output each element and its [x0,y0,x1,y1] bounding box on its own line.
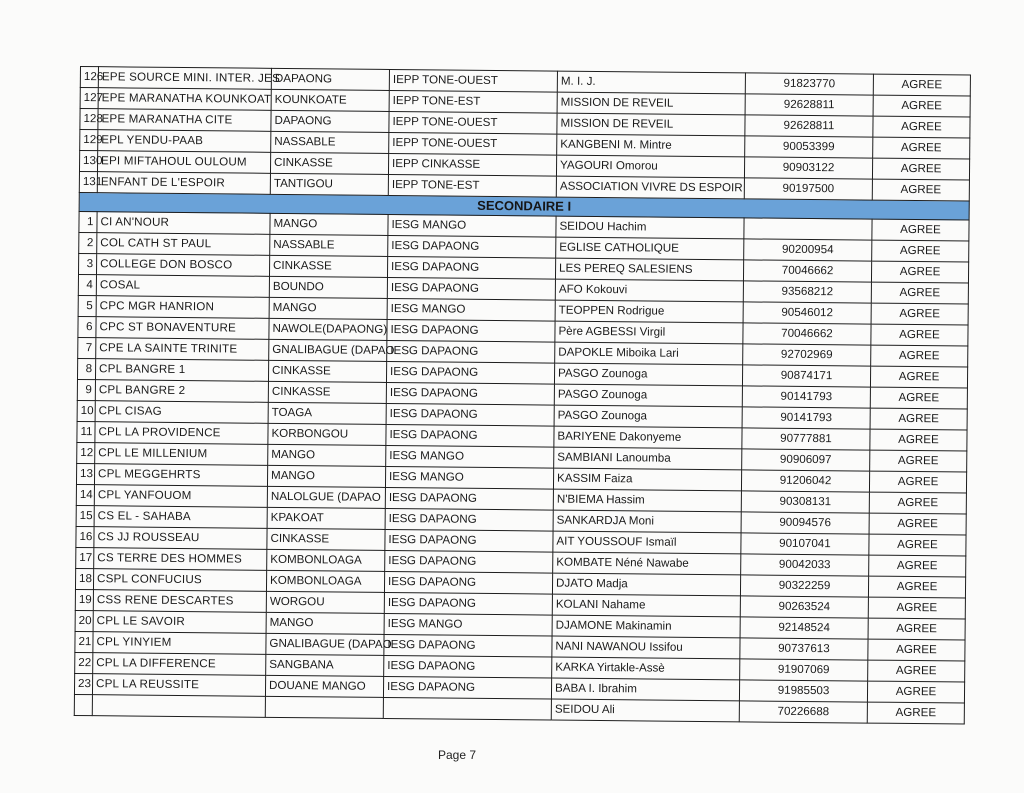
cell-name: CPL LE SAVOIR [93,611,266,634]
cell-promoter: SEIDOU Ali [551,699,739,722]
cell-name: CPL BANGRE 1 [95,359,268,382]
cell-status: AGREE [871,324,968,346]
cell-promoter: NANI NAWANOU Issifou [552,636,740,659]
cell-inspection: IESG MANGO [387,298,555,321]
cell-num: 3 [78,253,96,274]
cell-promoter: KOMBATE Néné Nawabe [553,552,741,575]
cell-locality: NASSABLE [271,131,389,153]
cell-name: CPL LE MILLENIUM [95,443,268,466]
cell-num: 15 [76,505,94,526]
cell-status: AGREE [872,240,969,262]
cell-phone: 90874171 [742,365,870,387]
cell-num: 10 [77,400,95,421]
cell-inspection: IESG DAPAONG [387,256,555,279]
cell-phone: 90263524 [740,596,868,618]
cell-promoter: BARIYENE Dakonyeme [554,426,742,449]
cell-locality: TANTIGOU [270,173,388,195]
cell-status: AGREE [871,282,968,304]
cell-name: CSPL CONFUCIUS [93,569,266,592]
cell-name: CS JJ ROUSSEAU [94,527,267,550]
cell-status: AGREE [868,597,965,619]
cell-inspection: IESG DAPAONG [384,592,552,615]
cell-locality: NASSABLE [270,234,388,256]
page-number: Page 7 [438,748,477,762]
cell-inspection: IESG DAPAONG [386,361,554,384]
cell-inspection: IESG DAPAONG [386,403,554,426]
cell-locality: DAPAONG [271,110,389,132]
cell-name: CPC MGR HANRION [96,296,269,319]
cell-phone [744,218,872,240]
cell-num: 14 [76,484,94,505]
cell-status: AGREE [870,366,967,388]
cell-locality: MANGO [266,612,384,634]
cell-promoter: DAPOKLE Miboika Lari [555,342,743,365]
cell-inspection: IESG DAPAONG [387,277,555,300]
cell-phone: 90777881 [742,428,870,450]
cell-inspection: IESG DAPAONG [386,424,554,447]
cell-name: ENFANT DE L'ESPOIR [97,172,270,195]
cell-inspection: IESG DAPAONG [384,571,552,594]
cell-status: AGREE [873,137,970,159]
cell-promoter: PASGO Zounoga [554,405,742,428]
cell-phone: 90053399 [745,136,873,158]
cell-locality: GNALIBAGUE (DAPAO [266,633,384,655]
cell-inspection: IEPP TONE-EST [389,90,557,113]
cell-inspection: IEPP CINKASSE [388,153,556,176]
cell-locality: GNALIBAGUE (DAPAO [269,339,387,361]
cell-name: CI AN'NOUR [97,212,270,235]
cell-phone: 90200954 [744,239,872,261]
cell-locality: CINKASSE [267,528,385,550]
cell-phone: 92702969 [743,344,871,366]
cell-inspection: IESG DAPAONG [387,340,555,363]
cell-num: 9 [77,379,95,400]
cell-status: AGREE [872,179,969,201]
cell-promoter: YAGOURI Omorou [556,155,744,178]
cell-phone: 93568212 [743,281,871,303]
cell-locality: KOUNKOATE [271,89,389,111]
cell-phone: 90308131 [741,491,869,513]
cell-promoter: DJAMONE Makinamin [552,615,740,638]
cell-name: CPL BANGRE 2 [95,380,268,403]
cell-name: CPE LA SAINTE TRINITE [96,338,269,361]
cell-inspection: IESG MANGO [388,214,556,237]
cell-status: AGREE [868,576,965,598]
cell-promoter: SEIDOU Hachim [556,216,744,239]
cell-status: AGREE [870,450,967,472]
cell-name: EPE MARANATHA CITE [98,109,271,132]
cell-locality: KORBONGOU [268,423,386,445]
cell-phone: 90322259 [740,575,868,597]
cell-num: 20 [75,610,93,631]
cell-num: 1 [79,211,97,232]
cell-phone: 90197500 [744,178,872,200]
cell-phone: 90141793 [742,386,870,408]
cell-locality: DOUANE MANGO [265,675,383,697]
cell-num: 21 [75,631,93,652]
cell-num: 128 [80,109,98,130]
cell-locality: MANGO [268,444,386,466]
cell-status: AGREE [873,74,970,96]
cell-num: 16 [76,526,94,547]
cell-status: AGREE [868,618,965,640]
cell-inspection: IESG DAPAONG [388,235,556,258]
cell-phone: 90107041 [741,533,869,555]
cell-name: COSAL [96,275,269,298]
cell-promoter: PASGO Zounoga [554,363,742,386]
cell-phone: 70046662 [743,323,871,345]
cell-phone: 70046662 [743,260,871,282]
cell-inspection: IESG DAPAONG [383,676,551,699]
cell-num: 12 [77,442,95,463]
cell-phone: 90094576 [741,512,869,534]
cell-locality: MANGO [270,213,388,235]
cell-num: 4 [78,274,96,295]
cell-num: 2 [79,232,97,253]
cell-inspection: IEPP TONE-OUEST [389,69,557,92]
cell-locality: SANGBANA [266,654,384,676]
cell-status: AGREE [868,660,965,682]
cell-promoter: KASSIM Faiza [553,468,741,491]
cell-phone: 90906097 [742,449,870,471]
cell-promoter: AIT YOUSSOUF Ismaïl [553,531,741,554]
cell-status: AGREE [871,303,968,325]
cell-phone: 92148524 [740,617,868,639]
cell-status: AGREE [872,158,969,180]
cell-name [92,695,265,718]
cell-status: AGREE [872,219,969,241]
cell-inspection: IESG MANGO [386,445,554,468]
cell-name: EPL YENDU-PAAB [98,130,271,153]
cell-locality: WORGOU [266,591,384,613]
cell-phone: 92628811 [745,115,873,137]
cell-promoter: ASSOCIATION VIVRE DS ESPOIR [556,176,744,199]
cell-status: AGREE [870,429,967,451]
cell-locality: CINKASSE [268,381,386,403]
cell-name: EPE SOURCE MINI. INTER. JES [98,67,271,90]
cell-promoter: Père AGBESSI Virgil [555,321,743,344]
cell-locality: DAPAONG [271,68,389,90]
cell-locality: NALOLGUE (DAPAO [267,486,385,508]
cell-inspection: IEPP TONE-OUEST [389,111,557,134]
cell-inspection [383,697,551,720]
cell-num: 5 [78,295,96,316]
cell-status: AGREE [869,492,966,514]
cell-locality [265,696,383,718]
cell-status: AGREE [867,702,964,724]
cell-locality: CINKASSE [269,255,387,277]
cell-promoter: SANKARDJA Moni [553,510,741,533]
cell-locality: KPAKOAT [267,507,385,529]
cell-status: AGREE [871,261,968,283]
cell-num: 23 [74,673,92,694]
cell-num: 18 [75,568,93,589]
cell-name: CPL MEGGEHRTS [94,464,267,487]
cell-name: CPL LA PROVIDENCE [95,422,268,445]
cell-status: AGREE [869,513,966,535]
cell-promoter: SAMBIANI Lanoumba [554,447,742,470]
cell-promoter: MISSION DE REVEIL [557,113,745,136]
cell-num: 17 [76,547,94,568]
cell-status: AGREE [873,116,970,138]
cell-inspection: IESG DAPAONG [384,655,552,678]
cell-inspection: IESG DAPAONG [385,529,553,552]
cell-phone: 90042033 [741,554,869,576]
cell-locality: MANGO [267,465,385,487]
cell-name: CPL LA DIFFERENCE [93,653,266,676]
schools-table-wrapper [74,66,970,725]
cell-inspection: IESG DAPAONG [386,382,554,405]
cell-promoter: BABA I. Ibrahim [551,678,739,701]
cell-phone: 90141793 [742,407,870,429]
cell-promoter: TEOPPEN Rodrigue [555,300,743,323]
cell-num: 13 [76,463,94,484]
cell-locality: KOMBONLOAGA [266,570,384,592]
cell-phone: 91206042 [741,470,869,492]
cell-name: CSS RENE DESCARTES [93,590,266,613]
cell-phone: 92628811 [745,94,873,116]
cell-promoter: AFO Kokouvi [555,279,743,302]
schools-table [74,66,971,725]
cell-num: 130 [79,151,97,172]
cell-name: CPL LA REUSSITE [92,674,265,697]
cell-name: EPE MARANATHA KOUNKOAT [98,88,271,111]
section-title: SECONDAIRE I [79,192,969,220]
cell-status: AGREE [871,345,968,367]
cell-locality: NAWOLE(DAPAONG) [269,318,387,340]
cell-status: AGREE [870,408,967,430]
cell-name: CPL CISAG [95,401,268,424]
cell-num: 19 [75,589,93,610]
cell-phone: 91985503 [739,680,867,702]
cell-inspection: IEPP TONE-OUEST [389,132,557,155]
cell-inspection: IESG DAPAONG [385,508,553,531]
cell-num [74,694,92,715]
cell-promoter: PASGO Zounoga [554,384,742,407]
cell-status: AGREE [867,681,964,703]
cell-promoter: DJATO Madja [552,573,740,596]
cell-num: 6 [78,316,96,337]
cell-inspection: IESG MANGO [384,613,552,636]
cell-promoter: M. I. J. [557,71,745,94]
cell-locality: CINKASSE [270,152,388,174]
cell-promoter: KOLANI Nahame [552,594,740,617]
cell-name: COL CATH ST PAUL [97,233,270,256]
cell-locality: BOUNDO [269,276,387,298]
cell-num: 8 [77,358,95,379]
cell-name: CS EL - SAHABA [94,506,267,529]
cell-phone: 90546012 [743,302,871,324]
cell-promoter: N'BIEMA Hassim [553,489,741,512]
cell-name: CPC ST BONAVENTURE [96,317,269,340]
cell-inspection: IESG MANGO [385,466,553,489]
cell-status: AGREE [869,471,966,493]
cell-status: AGREE [869,534,966,556]
cell-promoter: KANGBENI M. Mintre [557,134,745,157]
cell-status: AGREE [868,639,965,661]
cell-locality: TOAGA [268,402,386,424]
cell-phone: 70226688 [739,701,867,723]
cell-num: 127 [80,88,98,109]
cell-num: 131 [79,171,97,192]
cell-inspection: IESG DAPAONG [384,634,552,657]
cell-num: 129 [80,130,98,151]
cell-num: 126 [80,67,98,88]
cell-inspection: IESG DAPAONG [385,550,553,573]
cell-name: EPI MIFTAHOUL OULOUM [97,151,270,174]
cell-num: 22 [75,652,93,673]
cell-inspection: IESG DAPAONG [385,487,553,510]
cell-phone: 90737613 [740,638,868,660]
cell-inspection: IESG DAPAONG [387,319,555,342]
cell-num: 7 [78,337,96,358]
cell-status: AGREE [870,387,967,409]
cell-promoter: MISSION DE REVEIL [557,92,745,115]
cell-phone: 90903122 [744,157,872,179]
cell-num: 11 [77,421,95,442]
cell-status: AGREE [869,555,966,577]
cell-inspection: IEPP TONE-EST [388,174,556,197]
cell-name: CPL YANFOUOM [94,485,267,508]
cell-promoter: KARKA Yirtakle-Assè [552,657,740,680]
cell-locality: MANGO [269,297,387,319]
cell-name: CPL YINYIEM [93,632,266,655]
cell-locality: KOMBONLOAGA [267,549,385,571]
cell-promoter: EGLISE CATHOLIQUE [556,237,744,260]
cell-name: COLLEGE DON BOSCO [96,254,269,277]
cell-phone: 91823770 [745,73,873,95]
cell-locality: CINKASSE [268,360,386,382]
cell-status: AGREE [873,95,970,117]
cell-phone: 91907069 [740,659,868,681]
cell-promoter: LES PEREQ SALESIENS [555,258,743,281]
cell-name: CS TERRE DES HOMMES [94,548,267,571]
